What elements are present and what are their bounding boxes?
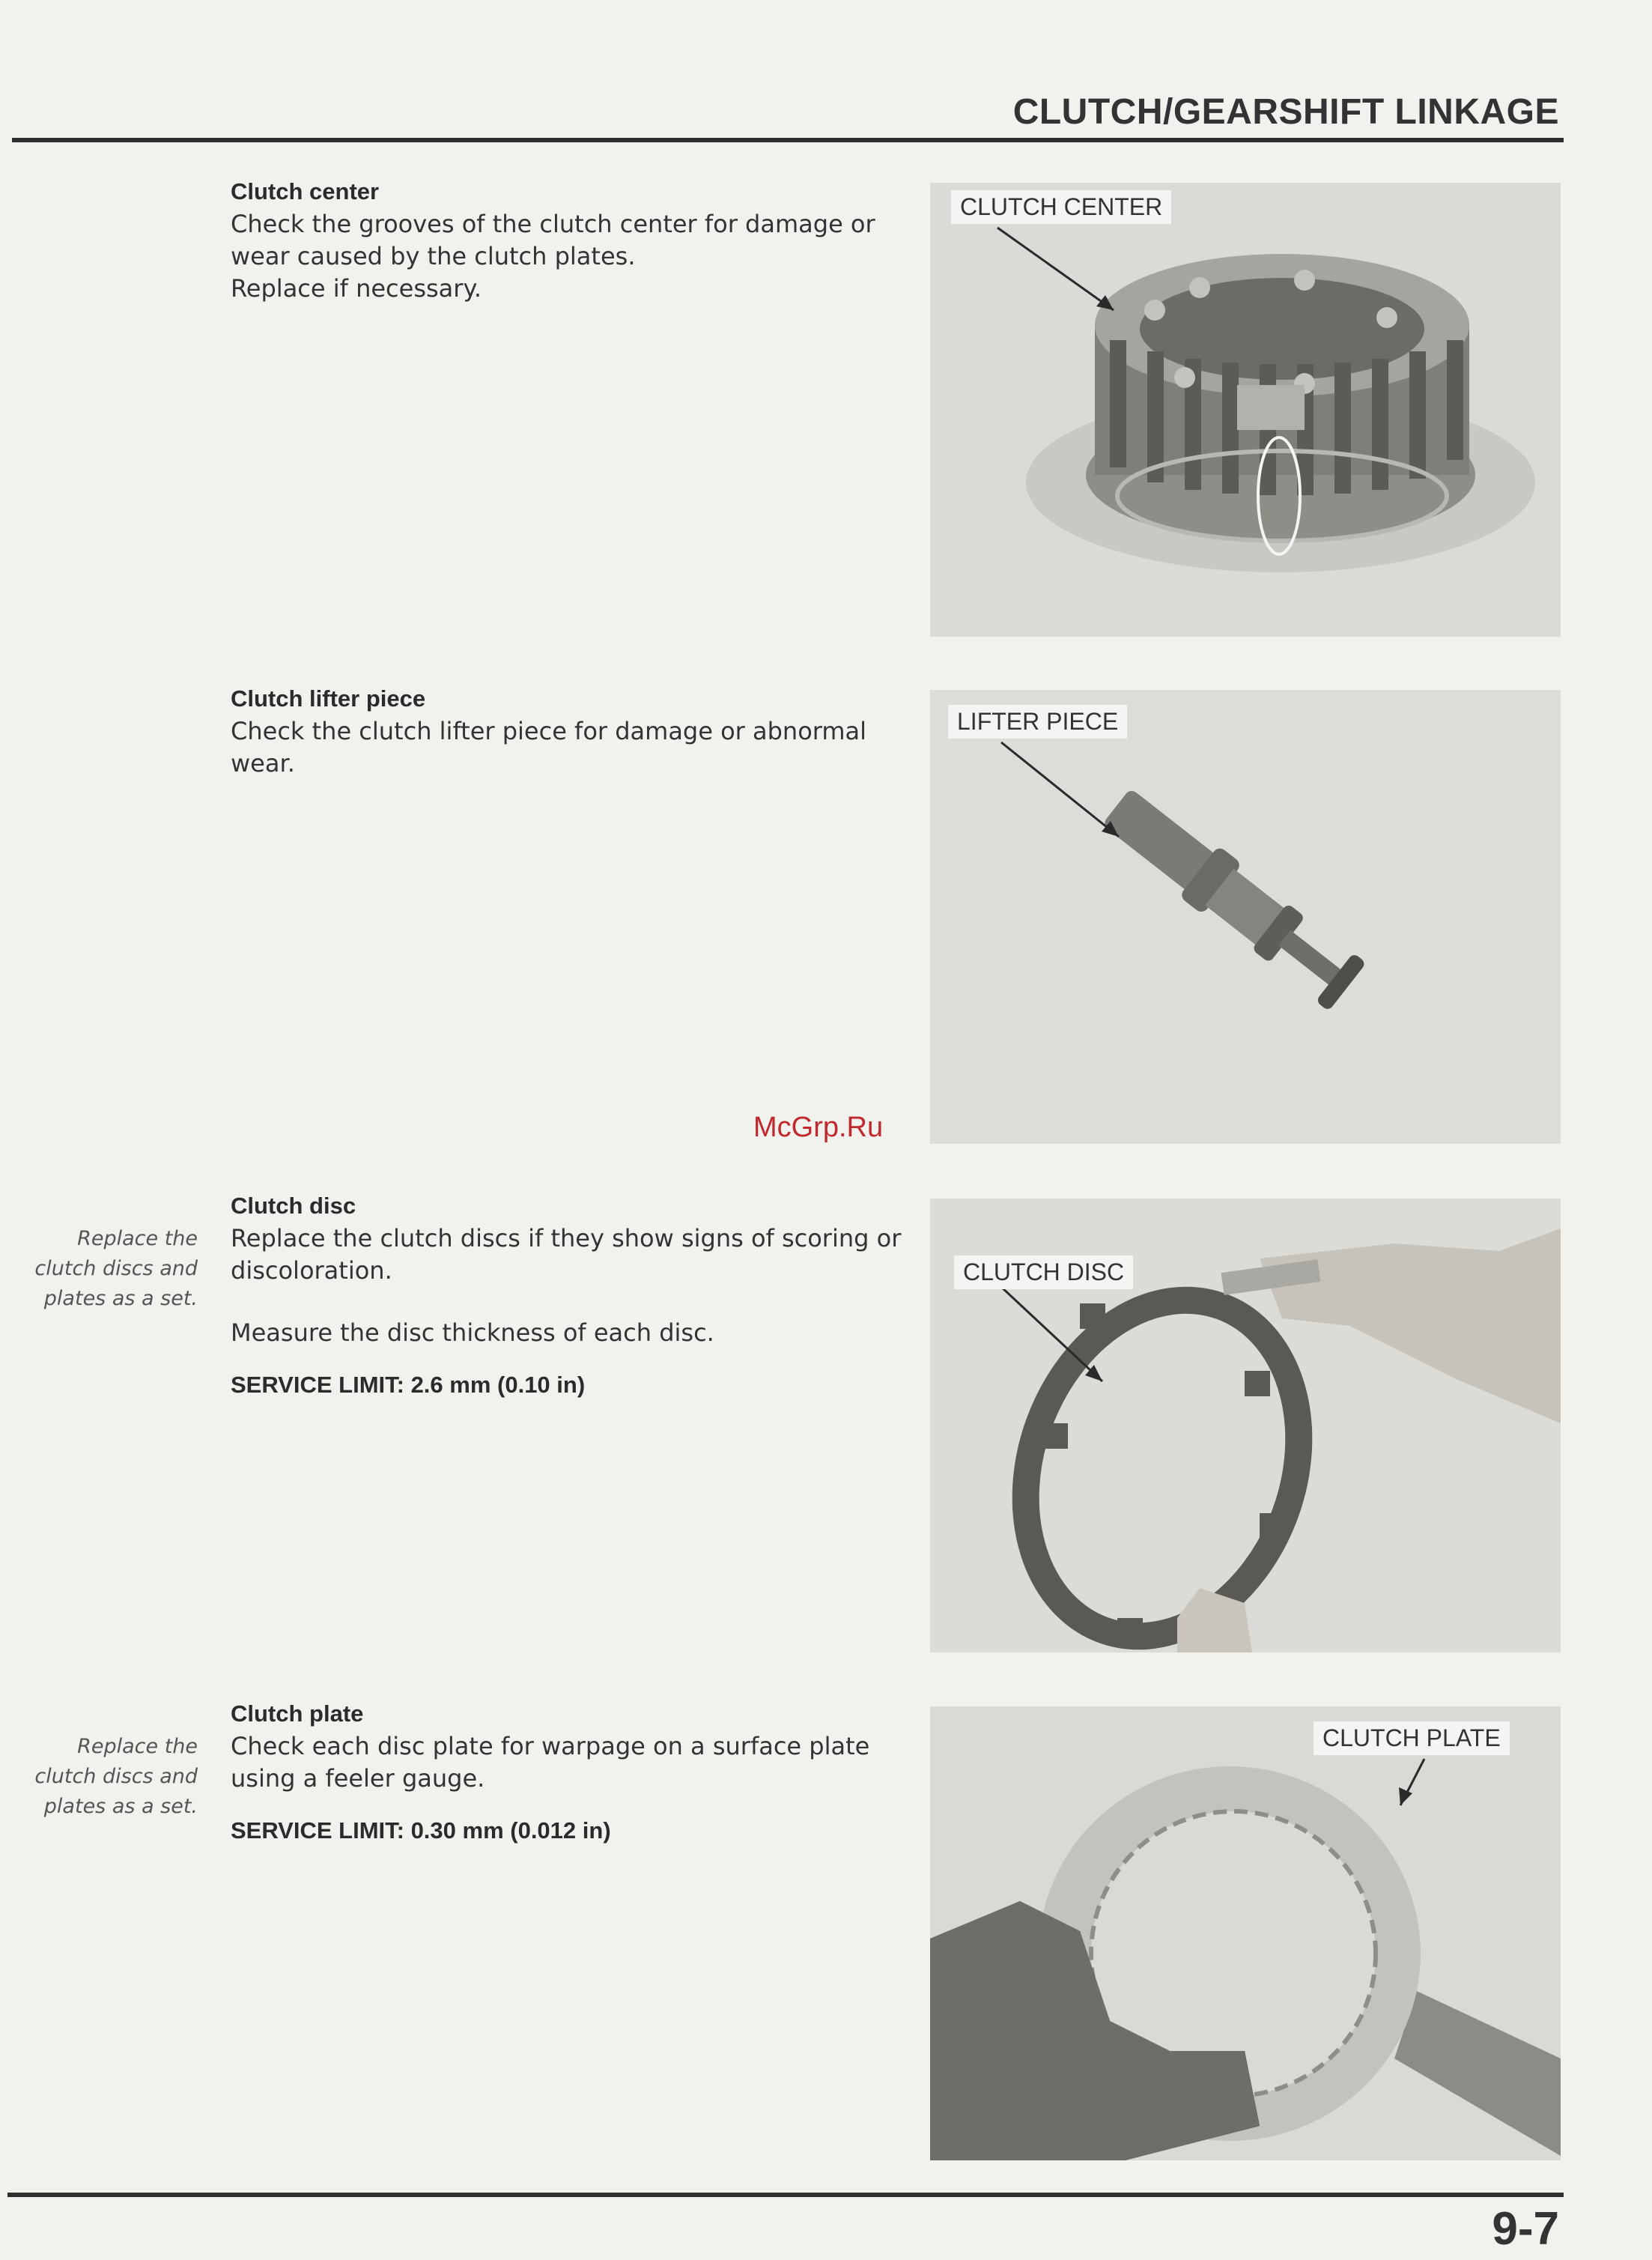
watermark-text: McGrp.Ru — [753, 1112, 884, 1143]
section-title: Clutch plate — [231, 1700, 364, 1727]
section-title: Clutch lifter piece — [231, 685, 426, 712]
section-text: Check each disc plate for warpage on a surface plate using a feeler gauge. — [231, 1732, 870, 1793]
section-text-2: Replace if necessary. — [231, 274, 482, 303]
page-header-title: CLUTCH/GEARSHIFT LINKAGE — [1012, 92, 1559, 132]
clutch-center-image — [930, 183, 1561, 637]
section-clutch-plate — [231, 1700, 905, 1867]
photo-clutch-plate — [930, 1706, 1561, 2160]
photo-clutch-center — [930, 183, 1561, 637]
service-limit: SERVICE LIMIT: 0.30 mm (0.012 in) — [231, 1817, 611, 1844]
service-limit: SERVICE LIMIT: 2.6 mm (0.10 in) — [231, 1372, 586, 1398]
section-text: Check the grooves of the clutch center for damage or wear caused by the clutch plates. — [231, 210, 875, 270]
photo-label: LIFTER PIECE — [948, 705, 1127, 739]
side-note: Replace the clutch discs and plates as a set. — [34, 1735, 198, 1818]
section-title: Clutch center — [231, 178, 380, 205]
section-text: Replace the clutch discs if they show signs of scoring or discoloration. — [231, 1224, 902, 1285]
section-text: Check the clutch lifter piece for damage or abnormal wear. — [231, 717, 867, 778]
section-text-2: Measure the disc thickness of each disc. — [231, 1318, 714, 1347]
section-clutch-disc — [231, 1193, 905, 1422]
photo-label: CLUTCH CENTER — [951, 190, 1171, 224]
footer-rule — [7, 2193, 1564, 2197]
header-rule — [12, 138, 1564, 142]
section-clutch-center — [231, 178, 905, 305]
side-note: Replace the clutch discs and plates as a set. — [34, 1227, 198, 1310]
photo-lifter-piece — [930, 690, 1561, 1144]
section-title: Clutch disc — [231, 1193, 356, 1219]
photo-label: CLUTCH PLATE — [1314, 1721, 1510, 1755]
lifter-piece-image — [930, 690, 1561, 1144]
photo-clutch-disc — [930, 1199, 1561, 1652]
photo-label: CLUTCH DISC — [954, 1255, 1133, 1289]
page-number: 9-7 — [1492, 2203, 1559, 2255]
section-clutch-lifter-piece — [231, 685, 905, 780]
clutch-plate-image — [930, 1706, 1561, 2160]
